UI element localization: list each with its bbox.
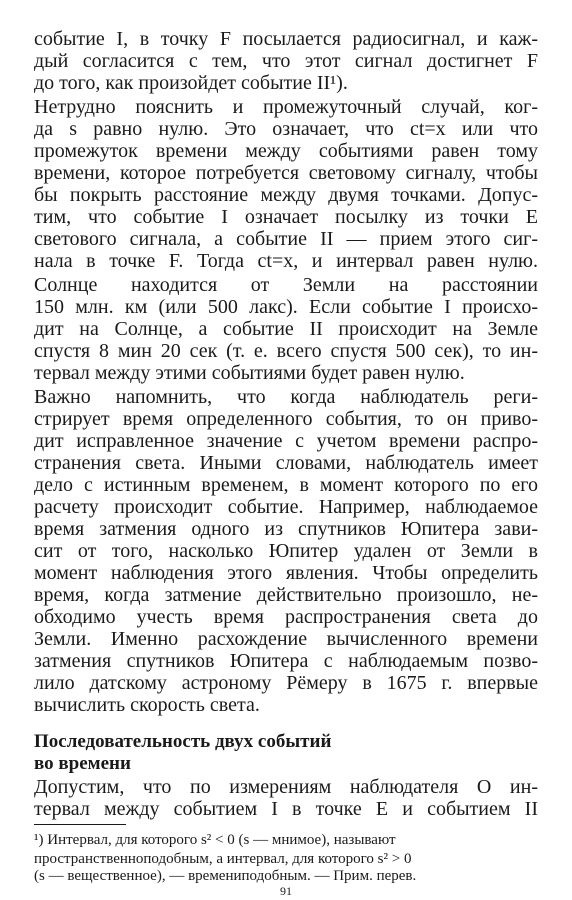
text-line: нала в точке F. Тогда ct=x, и интервал равен нулю. [34, 250, 538, 272]
text-line: момент наблюдения этого явления. Чтобы определить [34, 562, 538, 584]
page-number: 91 [280, 884, 292, 898]
text-line: время затмения одного из спутников Юпитера зави- [34, 518, 538, 540]
footnote-line: (s — вещественное), — времениподобным. — Прим. перев. [34, 868, 417, 884]
footnote-line: пространственноподобным, а интервал, для которого s² > 0 [34, 851, 412, 867]
text-line: светового сигнала, а событие II — прием этого сиг- [34, 228, 538, 250]
text-line: Земли. Именно расхождение вычисленного времени [34, 628, 538, 650]
section-heading: Последовательность двух событий [34, 731, 332, 752]
text-line: обходимо учесть время распространения света до [34, 606, 538, 628]
text-line: до того, как произойдет событие II¹). [34, 72, 348, 94]
text-line: сит от того, насколько Юпитер удален от Земли в [34, 540, 538, 562]
text-line: дый согласится с тем, что этот сигнал достигнет F [34, 50, 538, 72]
footnote-rule [34, 824, 126, 825]
text-line: да s равно нулю. Это означает, что ct=x или что [34, 118, 538, 140]
text-line: дит исправленное значение с учетом времени распро- [34, 430, 538, 452]
text-line: промежуток времени между событиями равен тому [34, 140, 538, 162]
text-line: затмения спутников Юпитера с наблюдаемым позво- [34, 650, 538, 672]
text-line: Допустим, что по измерениям наблюдателя O ин- [34, 776, 538, 798]
text-line: стрирует время определенного события, то он приво- [34, 408, 538, 430]
text-line: 150 млн. км (или 500 лакс). Если событие I происхо- [34, 296, 538, 318]
text-line: тервал между событием I в точке E и событием II [34, 798, 538, 820]
text-line: расчету происходит событие. Например, наблюдаемое [34, 496, 538, 518]
text-line: спустя 8 мин 20 сек (т. е. всего спустя 500 сек), то ин- [34, 340, 538, 362]
text-line: лило датскому астроному Рёмеру в 1675 г. впервые [34, 672, 538, 694]
text-line: странения света. Иными словами, наблюдатель имеет [34, 452, 538, 474]
text-line: тервал между этими событиями будет равен нулю. [34, 362, 465, 384]
text-line: времени, которое потребуется световому сигналу, чтобы [34, 162, 538, 184]
text-line: Солнце находится от Земли на расстоянии [34, 274, 538, 296]
text-line: Важно напомнить, что когда наблюдатель реги- [34, 386, 538, 408]
text-line: Нетрудно пояснить и промежуточный случай, ког- [34, 96, 538, 118]
text-line: вычислить скорость света. [34, 694, 260, 716]
section-heading: во времени [34, 753, 131, 774]
text-line: событие I, в точку F посылается радиосигнал, и каж- [34, 28, 538, 50]
footnote-line: ¹) Интервал, для которого s² < 0 (s — мнимое), называют [34, 832, 396, 848]
text-line: бы покрыть расстояние между двумя точками. Допус- [34, 184, 538, 206]
text-line: время, когда затмение действительно произошло, не- [34, 584, 538, 606]
text-line: дит на Солнце, а событие II происходит на Земле [34, 318, 538, 340]
text-line: тим, что событие I означает посылку из точки E [34, 206, 538, 228]
text-line: дело с истинным временем, в момент которого по его [34, 474, 538, 496]
